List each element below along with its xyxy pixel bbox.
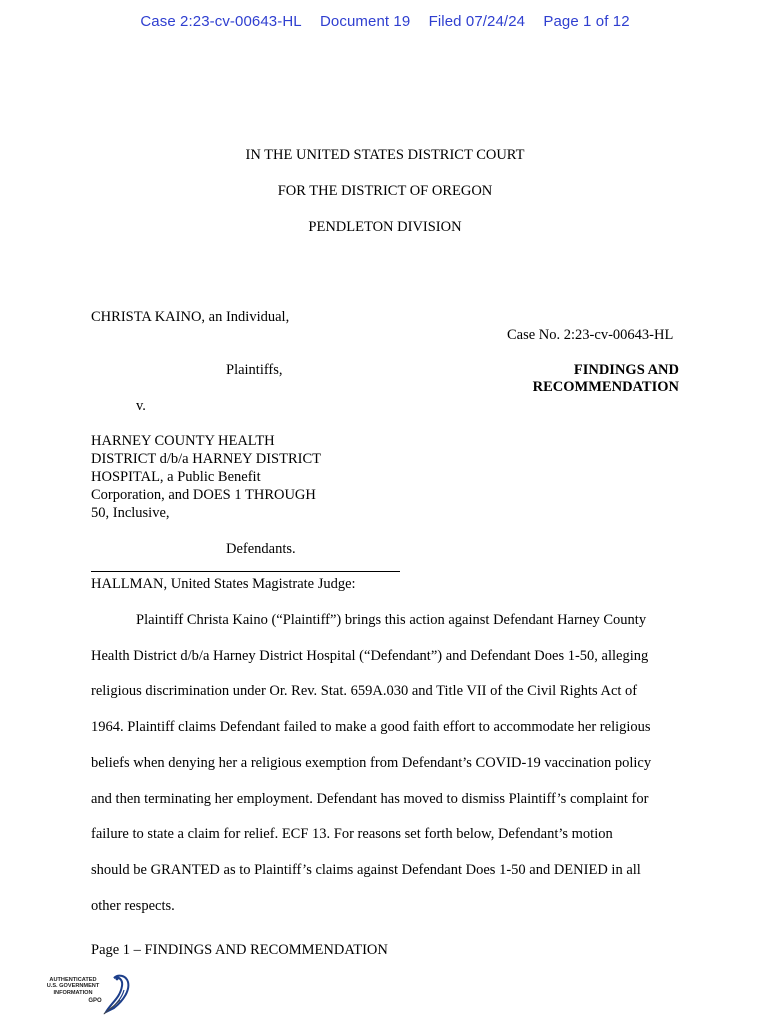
ecf-header xyxy=(0,13,770,30)
judge-line: HALLMAN, United States Magistrate Judge: xyxy=(91,576,356,592)
body-line: beliefs when denying her a religious exemption from Defendant’s COVID-19 vaccination policy xyxy=(91,755,652,771)
seal-gpo-text: GPO xyxy=(88,998,102,1004)
plaintiffs-label: Plaintiffs, xyxy=(226,362,283,378)
body-line: and then terminating her employment. Defendant has moved to dismiss Plaintiff’s complaint for xyxy=(91,791,649,807)
defendant-line: 50, Inclusive, xyxy=(91,505,170,521)
seal-text-line: AUTHENTICATED xyxy=(49,977,97,983)
page-footer: Page 1 – FINDINGS AND RECOMMENDATION xyxy=(91,942,388,958)
body-line: should be GRANTED as to Plaintiff’s claims against Defendant Does 1-50 and DENIED in all xyxy=(91,862,641,878)
defendant-line: HARNEY COUNTY HEALTH xyxy=(91,433,275,449)
body-line: 1964. Plaintiff claims Defendant failed to make a good faith effort to accommodate her religious xyxy=(91,719,651,735)
defendants-label: Defendants. xyxy=(226,541,296,557)
eagle-icon xyxy=(102,972,132,1016)
gpo-authentication-seal xyxy=(42,972,132,1016)
plaintiff-name: CHRISTA KAINO, an Individual, xyxy=(91,309,290,325)
header-page-count: Page 1 of 12 xyxy=(543,13,630,30)
caption-rule xyxy=(91,571,400,572)
court-name: IN THE UNITED STATES DISTRICT COURT xyxy=(245,147,525,163)
document-title-line-2: RECOMMENDATION xyxy=(532,379,679,395)
versus: v. xyxy=(136,398,146,414)
body-line: Plaintiff Christa Kaino (“Plaintiff”) brings this action against Defendant Harney County xyxy=(136,612,647,628)
body-line: Health District d/b/a Harney District Hospital (“Defendant”) and Defendant Does 1-50, alleging xyxy=(91,648,649,664)
body-line: other respects. xyxy=(91,898,175,914)
court-district: FOR THE DISTRICT OF OREGON xyxy=(277,183,493,199)
seal-text-line: U.S. GOVERNMENT xyxy=(46,983,100,990)
defendant-line: Corporation, and DOES 1 THROUGH xyxy=(91,487,316,503)
header-case-number: Case 2:23-cv-00643-HL xyxy=(140,13,302,30)
court-division: PENDLETON DIVISION xyxy=(308,219,462,235)
header-document-number: Document 19 xyxy=(320,13,411,30)
body-line: failure to state a claim for relief. ECF 13. For reasons set forth below, Defendant’s motion xyxy=(91,826,613,842)
body-line: religious discrimination under Or. Rev. Stat. 659A.030 and Title VII of the Civil Rights Act of xyxy=(91,683,638,699)
case-number: Case No. 2:23-cv-00643-HL xyxy=(507,327,674,343)
defendant-line: HOSPITAL, a Public Benefit xyxy=(91,469,261,485)
seal-text-line: INFORMATION xyxy=(53,989,93,996)
document-title-line-1: FINDINGS AND xyxy=(573,362,679,378)
header-filed-date: Filed 07/24/24 xyxy=(428,13,526,30)
defendant-line: DISTRICT d/b/a HARNEY DISTRICT xyxy=(91,451,321,467)
